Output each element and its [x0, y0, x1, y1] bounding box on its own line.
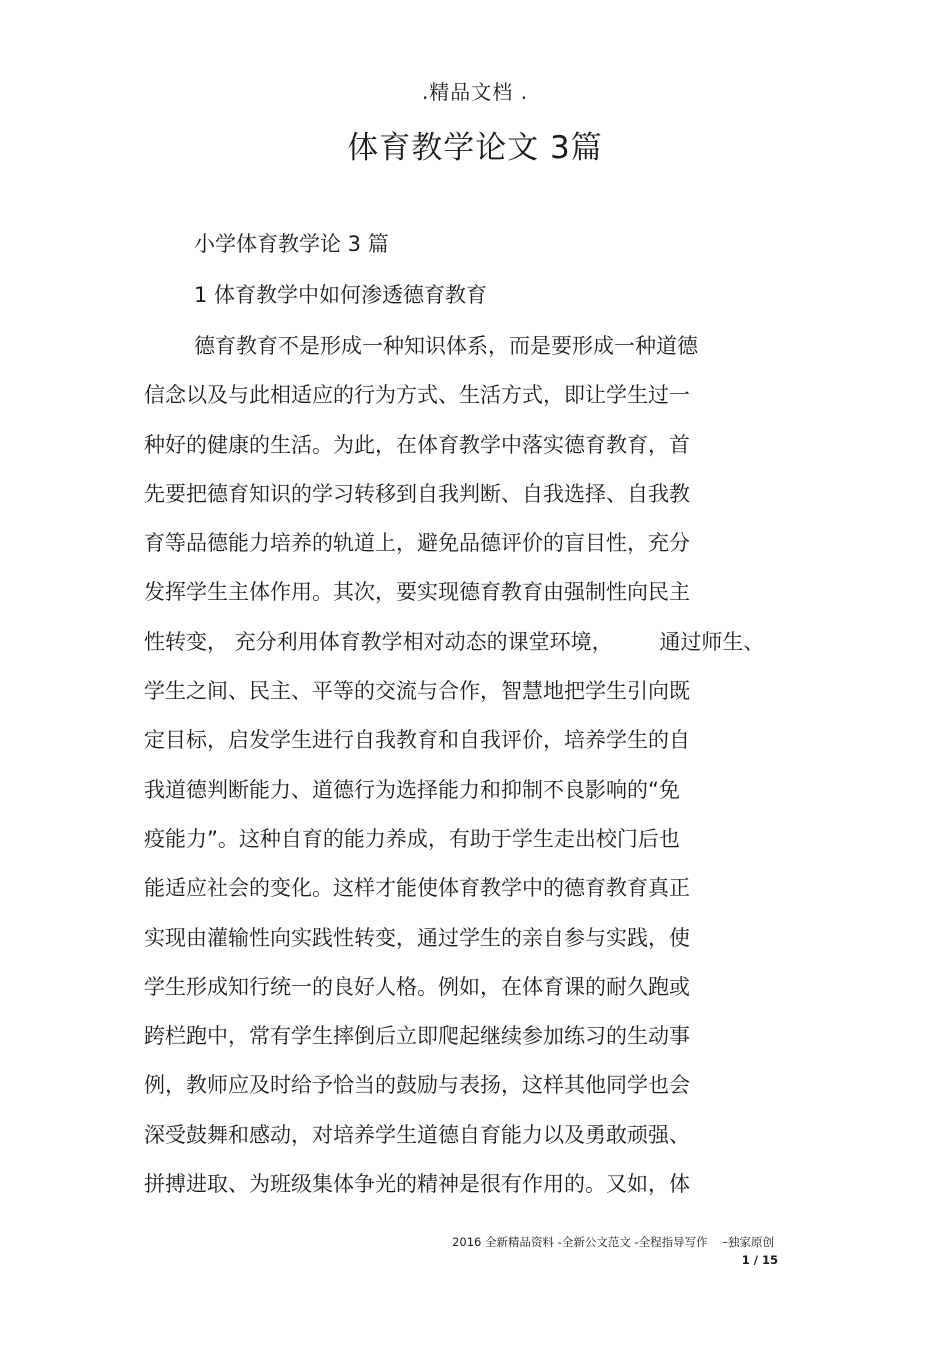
document-subtitle: 小学体育教学论 3 篇: [194, 232, 389, 256]
page-number: 1 / 15: [741, 1253, 778, 1267]
body-line: 我道德判断能力、道德行为选择能力和抑制不良影响的“免: [144, 777, 680, 802]
body-line: 跨栏跑中，常有学生摔倒后立即爬起继续参加练习的生动事: [144, 1024, 690, 1049]
body-line: 疫能力”。这种自育的能力养成，有助于学生走出校门后也: [144, 826, 680, 851]
body-line: 德育教育不是形成一种知识体系，而是要形成一种道德: [194, 334, 698, 358]
body-line: 信念以及与此相适应的行为方式、生活方式，即让学生过一: [144, 383, 690, 408]
body-line: 种好的健康的生活。为此，在体育教学中落实德育教育，首: [144, 432, 690, 457]
section-heading: 1 体育教学中如何渗透德育教育: [194, 283, 488, 307]
body-line: 能适应社会的变化。这样才能使体育教学中的德育教育真正: [144, 876, 690, 901]
body-line: 先要把德育知识的学习转移到自我判断、自我选择、自我教: [144, 481, 690, 506]
body-line: 育等品德能力培养的轨道上，避免品德评价的盲目性，充分: [144, 531, 690, 556]
page-footer: 2016 全新精品资料 -全新公文范文 -全程指导写作 –独家原创: [452, 1235, 774, 1249]
page-header: .精品文档 .: [421, 80, 529, 104]
body-paragraph: [144, 322, 804, 1209]
body-line: 实现由灌输性向实践性转变，通过学生的亲自参与实践，使: [144, 925, 690, 950]
body-line: 拼搏进取、为班级集体争光的精神是很有作用的。又如，体: [144, 1172, 690, 1197]
body-line: 例，教师应及时给予恰当的鼓励与表扬，这样其他同学也会: [144, 1073, 690, 1098]
body-line: 深受鼓舞和感动，对培养学生道德自育能力以及勇敢顽强、: [144, 1122, 690, 1147]
body-line: 性转变， 充分利用体育教学相对动态的课堂环境， 通过师生、: [144, 629, 765, 654]
body-line: 学生之间、民主、平等的交流与合作，智慧地把学生引向既: [144, 679, 690, 704]
body-line: 定目标，启发学生进行自我教育和自我评价，培养学生的自: [144, 728, 690, 753]
document-title: 体育教学论文 3篇: [347, 130, 603, 166]
body-line: 学生形成知行统一的良好人格。例如，在体育课的耐久跑或: [144, 974, 690, 999]
body-line: 发挥学生主体作用。其次，要实现德育教育由强制性向民主: [144, 580, 690, 605]
